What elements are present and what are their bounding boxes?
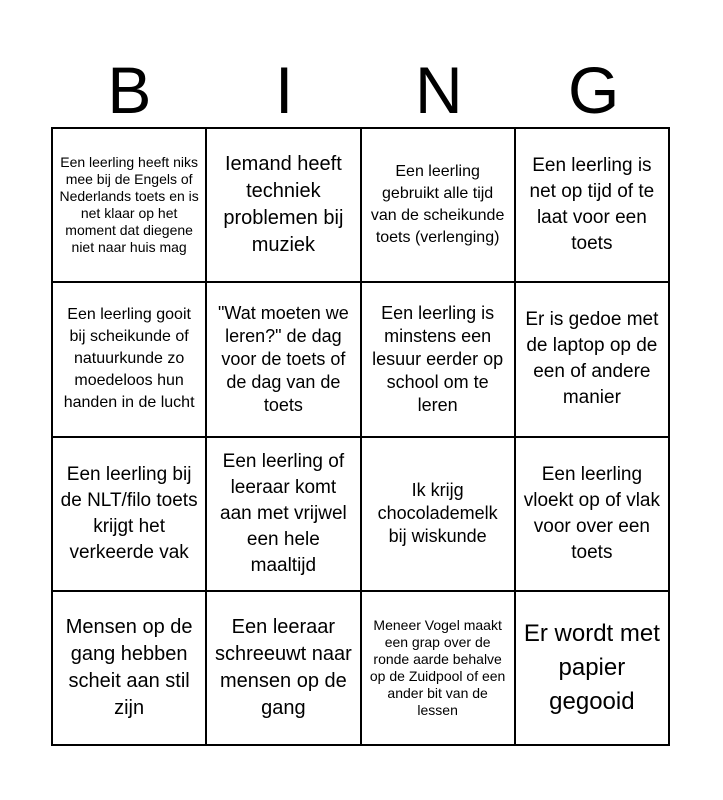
cell-text: Een leerling bij de NLT/filo toets krijgt het verkeerde vak	[60, 463, 198, 563]
bingo-card	[51, 127, 670, 746]
cell-text: Een leerling gooit bij scheikunde of natuurkunde zo moedeloos hun handen in de lucht	[63, 306, 195, 412]
cell-text: Een leeraar schreeuwt naar mensen op de gang	[215, 615, 352, 719]
cell-text: Een leerling is net op tijd of te laat voor een toets	[529, 155, 655, 255]
bingo-cell[interactable]	[361, 437, 515, 591]
bingo-cell[interactable]	[361, 128, 515, 282]
cell-text: Een leerling vloekt op of vlak voor over een toets	[523, 463, 660, 563]
bingo-cell[interactable]	[206, 282, 360, 436]
header-letter-g: G	[567, 53, 620, 127]
cell-text: Een leerling gebruikt alle tijd van de scheikunde toets (verlenging)	[370, 163, 505, 247]
bingo-cell[interactable]	[52, 282, 206, 436]
cell-text: Er is gedoe met de laptop op de een of andere manier	[525, 309, 659, 409]
header-letter-i: I	[274, 53, 294, 127]
cell-text: Meneer Vogel maakt een grap over de ronde aarde behalve op de Zuidpool of een ander bit van de lessen	[369, 616, 506, 718]
bingo-cell[interactable]	[515, 128, 669, 282]
cell-text: Een leerling is minstens een lesuur eerder op school om te leren	[372, 302, 504, 415]
bingo-cell[interactable]	[52, 591, 206, 745]
bingo-cell[interactable]	[515, 437, 669, 591]
bingo-cell[interactable]	[515, 591, 669, 745]
bingo-cell[interactable]	[52, 128, 206, 282]
bingo-cell[interactable]	[206, 591, 360, 745]
header-letter-b: B	[107, 53, 152, 127]
cell-text: Een leerling of leeraar komt aan met vrijwel een hele maaltijd	[220, 450, 347, 576]
bingo-cell[interactable]	[361, 282, 515, 436]
bingo-header	[52, 52, 671, 128]
cell-text: Een leerling heeft niks mee bij de Engels of Nederlands toets en is net klaar op het moment dat diegene niet naar huis mag	[59, 154, 199, 256]
cell-text: Er wordt met papier gegooid	[523, 619, 660, 715]
bingo-cell[interactable]	[515, 282, 669, 436]
header-letter-n: N	[415, 53, 463, 127]
cell-text: Ik krijg chocolademelk bij wiskunde	[377, 480, 498, 547]
bingo-cell[interactable]	[206, 437, 360, 591]
cell-text: Iemand heeft techniek problemen bij muziek	[223, 153, 344, 257]
bingo-cell[interactable]	[206, 128, 360, 282]
bingo-cell[interactable]	[361, 591, 515, 745]
cell-text: Mensen op de gang hebben scheit aan stil zijn	[65, 615, 193, 719]
cell-text: "Wat moeten we leren?" de dag voor de toets of de dag van de toets	[217, 302, 349, 415]
bingo-cell[interactable]	[52, 437, 206, 591]
